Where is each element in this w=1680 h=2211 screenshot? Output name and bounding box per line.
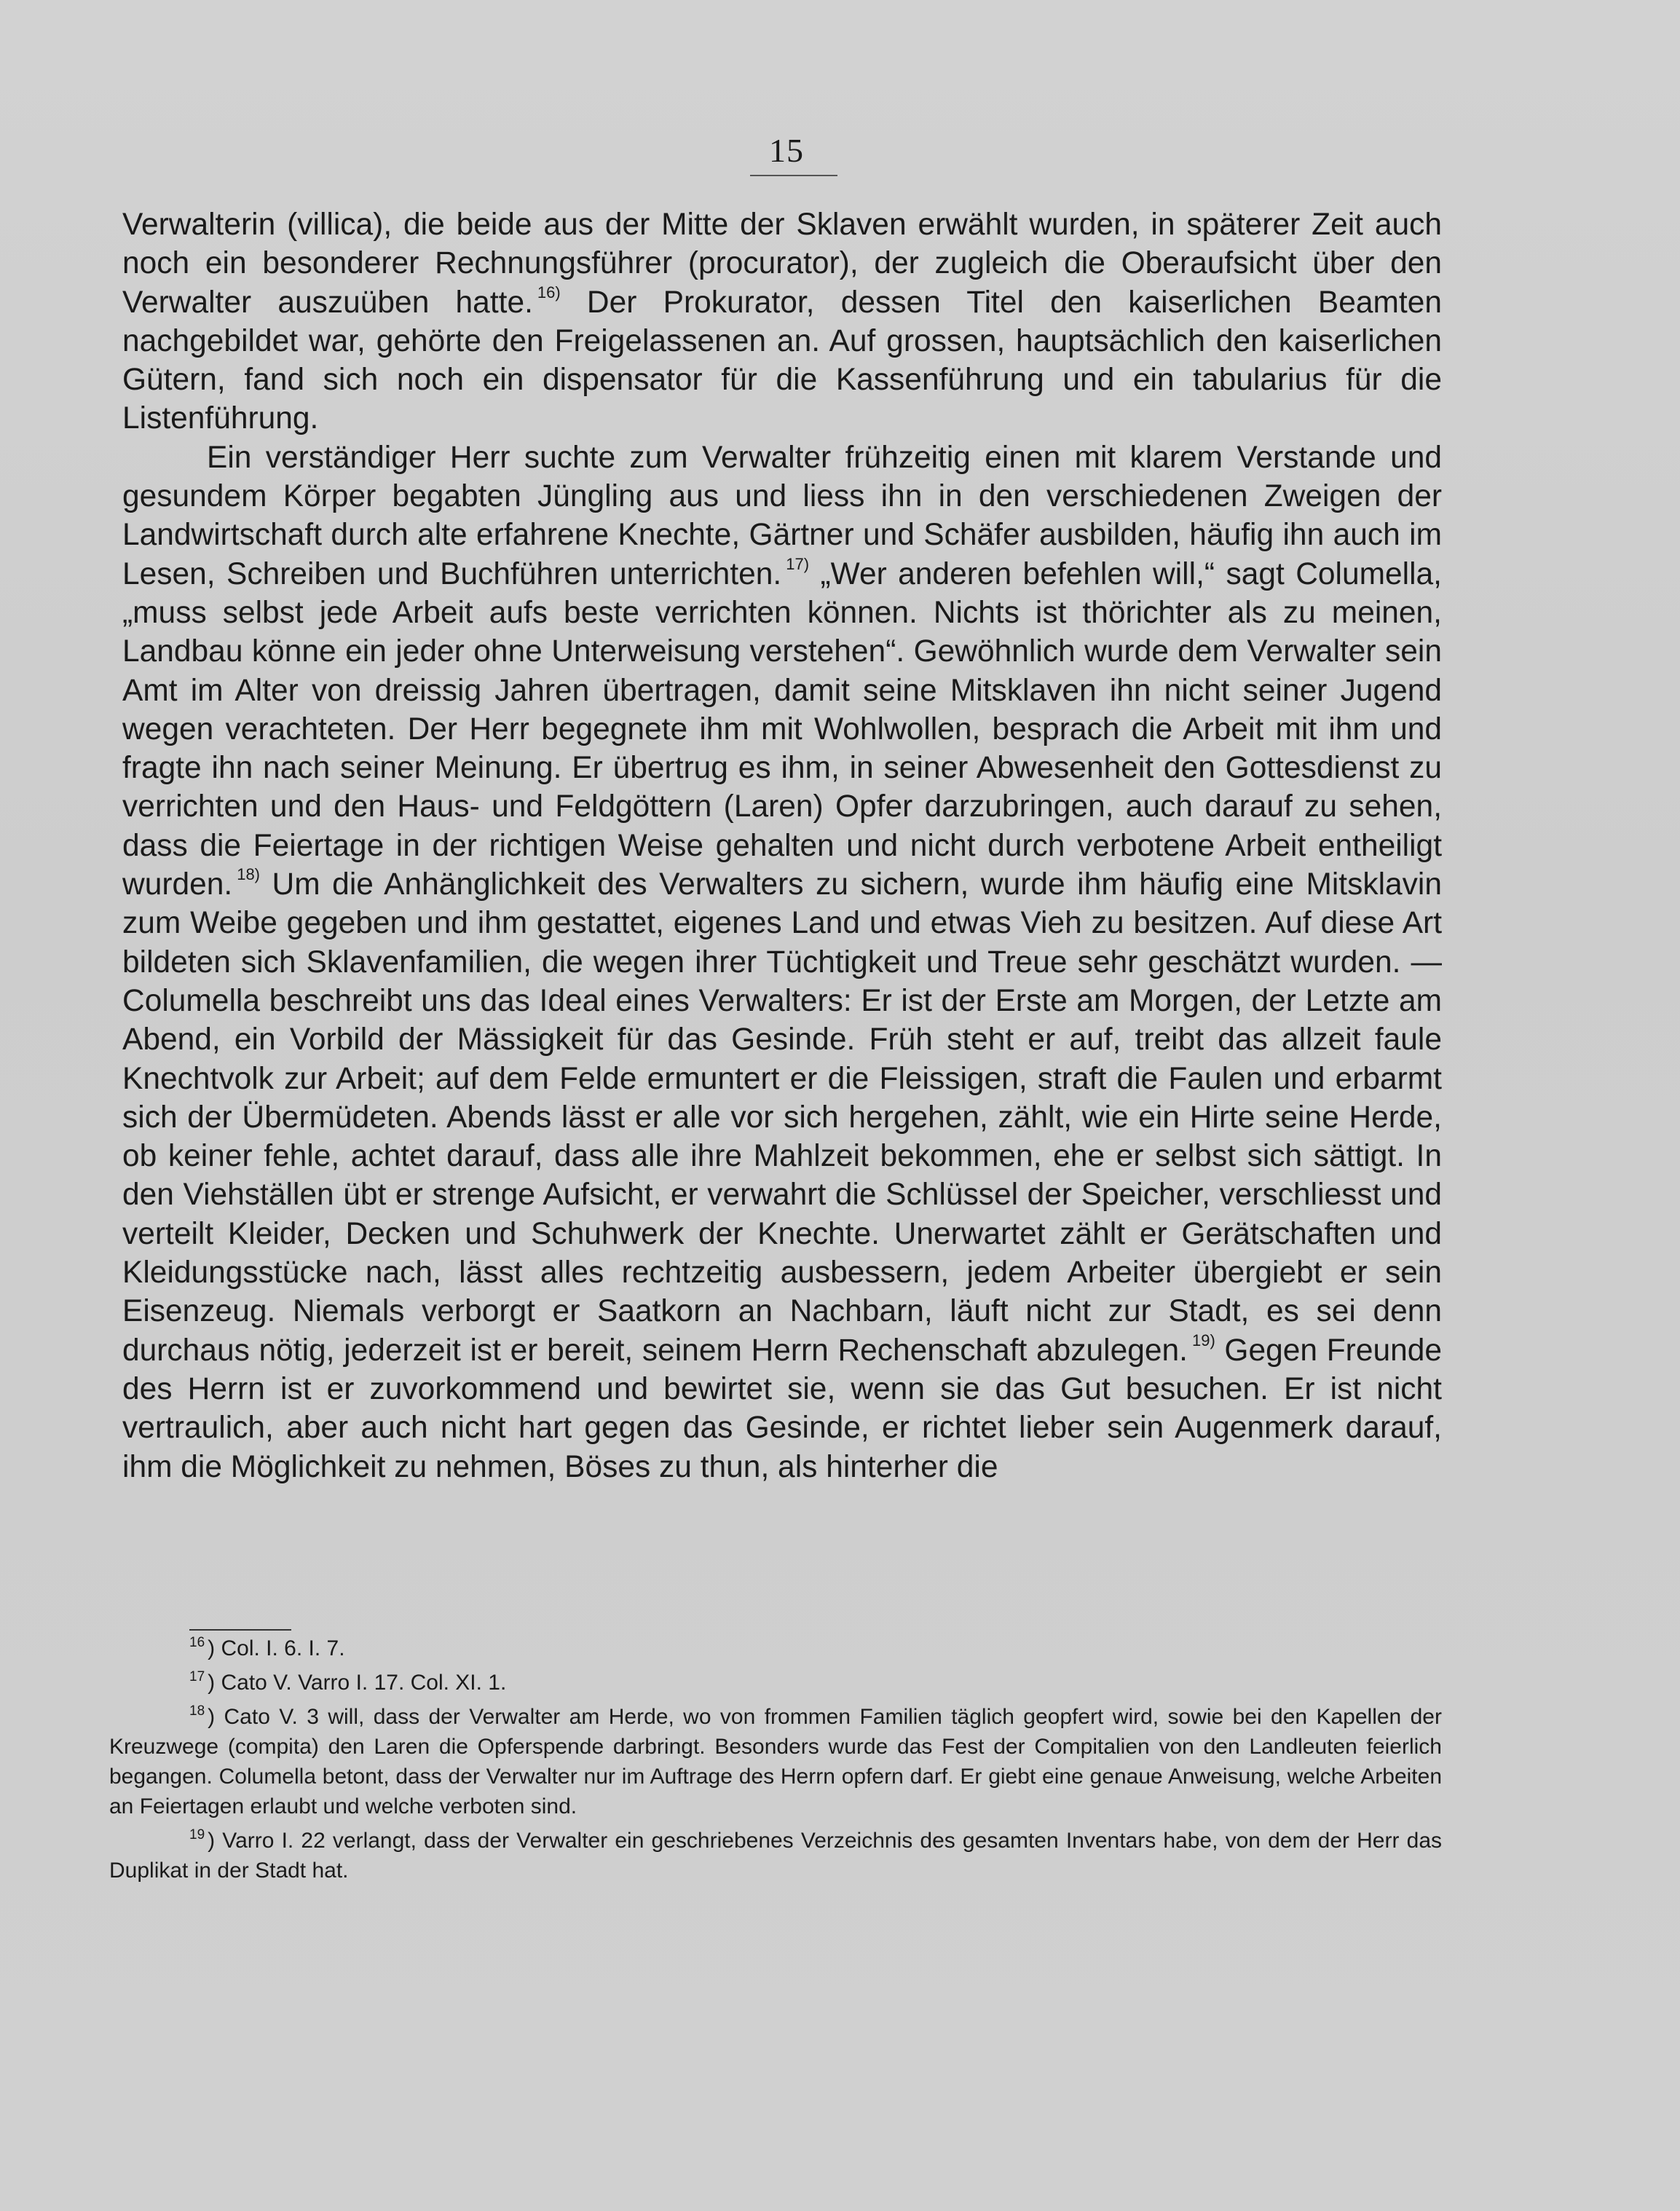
footnote-mark: 19 bbox=[189, 1827, 205, 1842]
page-number-rule bbox=[750, 175, 837, 176]
paragraph-2-text-c: Um die Anhänglichkeit des Verwalters zu sichern, wurde ihm häufig eine Mitsklavin zum Weibe gegeben und ihm gestattet, eigenes Land und etwas Vieh zu besitzen. Auf diese Art bildeten sich Sklavenfamilien, die wegen ihrer Tüchtigkeit und Treue sehr geschätzt wurden. — Columella beschreibt uns das Ideal eines Verwalters: Er ist der Erste am Morgen, der Letzte am Abend, ein Vorbild der Mässigkeit für das Gesinde. Früh steht er auf, treibt das allzeit faule Knechtvolk zur Arbeit; auf dem Felde ermuntert er die Fleissigen, straft die Faulen und erbarmt sich der Übermüdeten. Abends lässt er alle vor sich hergehen, zählt, wie ein Hirte seine Herde, ob keiner fehle, achtet darauf, dass alle ihre Mahlzeit bekommen, ehe er selbst sich sättigt. In den Viehställen übt er strenge Aufsicht, er verwahrt die Schlüssel der Speicher, verschliesst und verteilt Kleider, Decken und Schuhwerk der Knechte. Unerwartet zählt er Gerätschaften und Kleidungsstücke nach, lässt alles rechtzeitig ausbessern, jedem Arbeiter übergiebt er sein Eisenzeug. Niemals verborgt er Saatkorn an Nachbarn, läuft nicht zur Stadt, es sei denn durchaus nötig, jederzeit ist er bereit, seinem Herrn Rechenschaft abzulegen. bbox=[122, 867, 1442, 1368]
paragraph-2-text-b: „Wer anderen befehlen will,“ sagt Columella, „muss selbst jede Arbeit aufs beste verrichten können. Nichts ist thörichter als zu meinen, Landbau könne ein jeder ohne Unterweisung verstehen“. Gewöhnlich wurde dem Verwalter sein Amt im Alter von dreissig Jahren übertragen, damit seine Mitsklaven ihn nicht seiner Jugend wegen verachteten. Der Herr begegnete ihm mit Wohlwollen, besprach die Arbeit mit ihm und fragte ihn nach seiner Meinung. Er übertrug es ihm, in seiner Abwesenheit den Gottesdienst zu verrichten und den Haus- und Feldgöttern (Laren) Opfer darzubringen, auch darauf zu sehen, dass die Feiertage in der richtigen Weise gehalten und nicht durch verbotene Arbeit entheiligt wurden. bbox=[122, 556, 1442, 902]
footnote-ref-16: 16) bbox=[537, 283, 561, 302]
footnote-17 bbox=[109, 1668, 1442, 1698]
footnote-mark: 16 bbox=[189, 1635, 205, 1650]
footnote-ref-19: 19) bbox=[1191, 1331, 1215, 1349]
footnote-mark: 18 bbox=[189, 1703, 205, 1719]
paragraph-1-text-a: Verwalterin (villica), die beide aus der Mitte der Sklaven erwählt wurden, in späterer Zeit auch noch ein besonderer Rechnungsführer (procurator), der zugleich die Oberaufsicht über den Verwalter auszuüben hatte. bbox=[122, 208, 1442, 320]
footnote-ref-17: 17) bbox=[786, 554, 810, 573]
footnote-18 bbox=[109, 1702, 1442, 1821]
footnote-ref-18: 18) bbox=[237, 865, 260, 884]
footnote-text: ) Cato V. Varro I. 17. Col. XI. 1. bbox=[208, 1671, 507, 1695]
page-number: 15 bbox=[769, 132, 804, 169]
footnote-text: ) Varro I. 22 verlangt, dass der Verwalter ein geschriebenes Verzeichnis des gesamten Inventars habe, von dem der Herr das Duplikat in der Stadt hat. bbox=[109, 1829, 1442, 1883]
paragraph-2-text-d: Gegen Freunde des Herrn ist er zuvorkommend und bewirtet sie, wenn sie das Gut besuchen. Er ist nicht vertraulich, aber auch nicht hart gegen das Gesinde, er richtet lieber sein Augenmerk darauf, ihm die Möglichkeit zu nehmen, Böses zu thun, als hinterher die bbox=[122, 1333, 1442, 1484]
footnote-text: ) Col. I. 6. I. 7. bbox=[208, 1636, 345, 1660]
footnotes bbox=[109, 1633, 1442, 1890]
footnote-19 bbox=[109, 1826, 1442, 1885]
paragraph-2-text-a: Ein verständiger Herr suchte zum Verwalter frühzeitig einen mit klarem Verstande und gesundem Körper begabten Jüngling aus und liess ihn in den verschiedenen Zweigen der Landwirtschaft durch alte erfahrene Knechte, Gärtner und Schäfer ausbilden, häufig ihn auch im Lesen, Schreiben und Buchführen unterrichten. bbox=[122, 440, 1442, 591]
footnote-rule bbox=[189, 1629, 291, 1631]
footnote-16 bbox=[109, 1633, 1442, 1663]
footnote-mark: 17 bbox=[189, 1669, 205, 1684]
footnote-text: ) Cato V. 3 will, dass der Verwalter am Herde, wo von frommen Familien täglich geopfert wird, sowie bei den Kapellen der Kreuzwege (compita) den Laren die Opferspende darbringt. Besonders wurde das Fest der Compitalien von den Landleuten feierlich begangen. Columella betont, dass der Verwalter nur im Auftrage des Herrn opfern darf. Er giebt eine genaue Anweisung, welche Arbeiten an Feiertagen erlaubt und welche verboten sind. bbox=[109, 1705, 1442, 1818]
paragraph-2 bbox=[122, 438, 1442, 1486]
paragraph-1-text-b: Der Prokurator, dessen Titel den kaiserlichen Beamten nachgebildet war, gehörte den Freigelassenen an. Auf grossen, hauptsächlich den kaiserlichen Gütern, fand sich noch ein dispensator für die Kassenführung und ein tabularius für die Listenführung. bbox=[122, 285, 1442, 436]
main-text bbox=[122, 205, 1442, 1486]
paragraph-1 bbox=[122, 205, 1442, 438]
